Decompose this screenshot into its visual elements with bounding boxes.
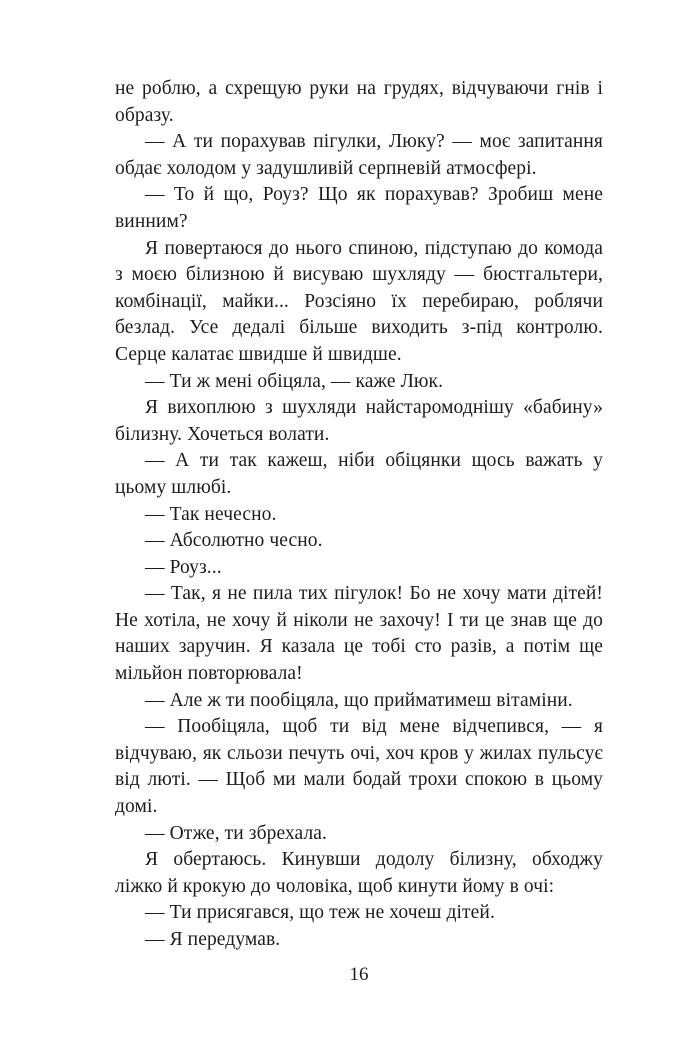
paragraph: не роблю, а схрещую руки на грудях, відчуваючи гнів і образу. xyxy=(115,78,603,126)
paragraph: — То й що, Роуз? Що як порахував? Зробиш мене винним? xyxy=(115,184,603,232)
paragraph: — Так, я не пила тих пігулок! Бо не хочу мати дітей! Не хотіла, не хочу й ніколи не захочу! І ти це знав ще до наших заручин. Я казала це тобі сто разів, а потім ще мільйон повторювала! xyxy=(115,583,603,685)
paragraph: — Ти присягався, що теж не хочеш дітей. xyxy=(145,902,495,924)
paragraph: — Отже, ти збрехала. xyxy=(145,822,328,844)
paragraph: — Роуз... xyxy=(145,556,222,578)
paragraph: — Але ж ти пообіцяла, що прийматимеш вітаміни. xyxy=(145,689,573,711)
paragraph: — Я передумав. xyxy=(145,929,281,950)
paragraph: Я повертаюся до нього спиною, підступаю до комода з моєю білизною й висуваю шухляду — бюстгальтери, комбінації, майки... Розсіяно їх перебираю, роблячи безлад. Усе дедалі більше виходить з-під контролю. Серце калатає швидше й швидше. xyxy=(115,237,603,365)
paragraph: Я обертаюсь. Кинувши додолу білизну, обходжу ліжко й крокую до чоловіка, щоб кинути йому в очі: xyxy=(115,849,603,897)
paragraph: — Пообіцяла, щоб ти від мене відчепився, — я відчуваю, як сльози печуть очі, хоч кров у жилах пульсує від люті. — Щоб ми мали бодай трохи спокою в цьому домі. xyxy=(115,716,603,818)
paragraph: — Ти ж мені обіцяла, — каже Люк. xyxy=(145,370,444,392)
text-block xyxy=(115,76,603,954)
paragraph: — А ти порахував пігулки, Люку? — моє запитання обдає холодом у задушливій серпневій атмосфері. xyxy=(115,131,603,179)
paragraph: — А ти так кажеш, ніби обіцянки щось важать у цьому шлюбі. xyxy=(115,450,603,498)
paragraph: — Так нечесно. xyxy=(145,503,277,525)
page-number: 16 xyxy=(349,964,369,985)
paragraph: — Абсолютно чесно. xyxy=(145,530,323,552)
paragraph: Я вихоплюю з шухляди найстаромоднішу «бабину» білизну. Хочеться волати. xyxy=(115,397,603,445)
